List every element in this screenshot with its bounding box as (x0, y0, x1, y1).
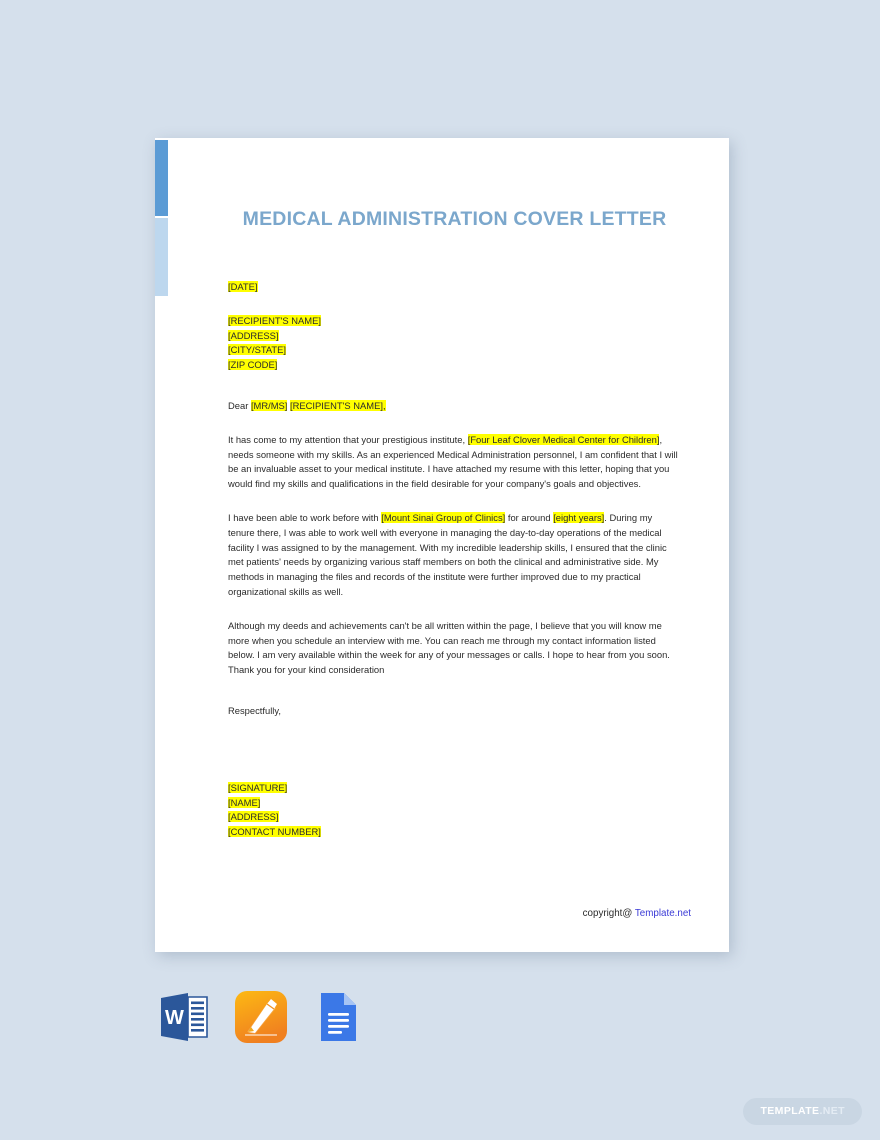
paragraph-2-highlight-1: [Mount Sinai Group of Clinics] (381, 511, 506, 523)
apple-pages-icon[interactable] (232, 988, 290, 1046)
recipient-name: [RECIPIENT'S NAME] (228, 314, 321, 326)
paragraph-1-part-a: It has come to my attention that your prestigious institute, (228, 433, 468, 445)
paragraph-2-highlight-2: [eight years] (553, 511, 605, 523)
recipient-address-line (228, 329, 678, 344)
microsoft-word-icon[interactable] (155, 988, 213, 1046)
template-net-watermark (743, 1098, 862, 1125)
date-line (228, 280, 678, 295)
paragraph-2-part-a: I have been able to work before with (228, 511, 382, 523)
signature-line (228, 781, 678, 796)
recipient-zip-code: [ZIP CODE] (228, 359, 278, 371)
paragraph-3: Although my deeds and achievements can't be all written within the page, I believe that you will know me more when you schedule an interview with me. You can reach me through my contact information listed below. I am very available within the week for any of your messages or calls. I hope to hear from you soon. Thank you for your kind consideration (228, 619, 670, 676)
signature-placeholder: [SIGNATURE] (228, 781, 288, 793)
paragraph-2-part-c: . During my tenure there, I was able to work well with everyone in managing the day-to-day operations of the medical facility I was assigned to by the management. With my incredible leadership skills, I ensured that the clinic met patients' needs by organizing various staff members on both the clinical and administrative side. My methods in managing the files and records of the institute were further improved due to my practical organizational skills as well. (228, 511, 667, 597)
sender-name: [NAME] (228, 796, 261, 808)
recipient-city-state: [CITY/STATE] (228, 344, 286, 356)
recipient-city-state-line (228, 343, 678, 358)
copyright-footer (583, 908, 691, 919)
spacer (228, 678, 678, 704)
format-icons-row (155, 988, 385, 1050)
paragraph-1-part-b: , needs someone with my skills. As an experienced Medical Administration personnel, I am confident that I will be an invaluable asset to your medical institute. I have attached my resume with this letter, hoping that you would find my skills and qualifications in the field desirable for your company's goals and objectives. (228, 433, 678, 490)
recipient-name-line (228, 314, 678, 329)
signature-block (228, 781, 678, 840)
salutation-prefix: Dear (228, 399, 251, 411)
recipient-zip-line (228, 358, 678, 373)
date-placeholder: [DATE] (228, 281, 258, 292)
sender-contact-number: [CONTACT NUMBER] (228, 826, 321, 838)
paragraph-2-part-b: for around (505, 511, 554, 523)
paragraph-1-highlight: [Four Leaf Clover Medical Center for Children] (467, 433, 660, 445)
letter-content (228, 280, 678, 840)
salutation-name-placeholder: [RECIPIENT'S NAME], (290, 399, 386, 411)
watermark-text-strong: TEMPLATE (760, 1105, 820, 1117)
watermark-text-soft: .NET (819, 1105, 845, 1117)
sender-name-line (228, 796, 678, 811)
salutation-title-placeholder: [MR/MS] (250, 399, 288, 411)
spacer (228, 600, 678, 619)
spacer (228, 373, 678, 399)
recipient-address-block (228, 314, 678, 373)
document-body (228, 138, 681, 952)
spacer (228, 414, 678, 433)
spacer (228, 492, 678, 511)
google-docs-icon[interactable] (308, 988, 366, 1046)
recipient-address: [ADDRESS] (228, 329, 279, 341)
copyright-text: copyright@ (582, 908, 635, 919)
paragraph-1 (228, 433, 678, 492)
accent-bar-dark (155, 140, 168, 216)
document-page (155, 138, 729, 952)
accent-bar-light (155, 218, 168, 296)
page-title: MEDICAL ADMINISTRATION COVER LETTER (242, 208, 667, 230)
template-net-link[interactable]: Template.net (634, 908, 691, 919)
svg-text:W: W (165, 1007, 184, 1029)
spacer (228, 755, 678, 781)
salutation (228, 399, 678, 414)
sender-address: [ADDRESS] (228, 811, 279, 823)
sender-address-line (228, 810, 678, 825)
spacer (228, 295, 678, 314)
paragraph-2 (228, 511, 678, 600)
sender-contact-line (228, 825, 678, 840)
spacer (228, 719, 678, 755)
closing-line: Respectfully, (228, 704, 281, 716)
